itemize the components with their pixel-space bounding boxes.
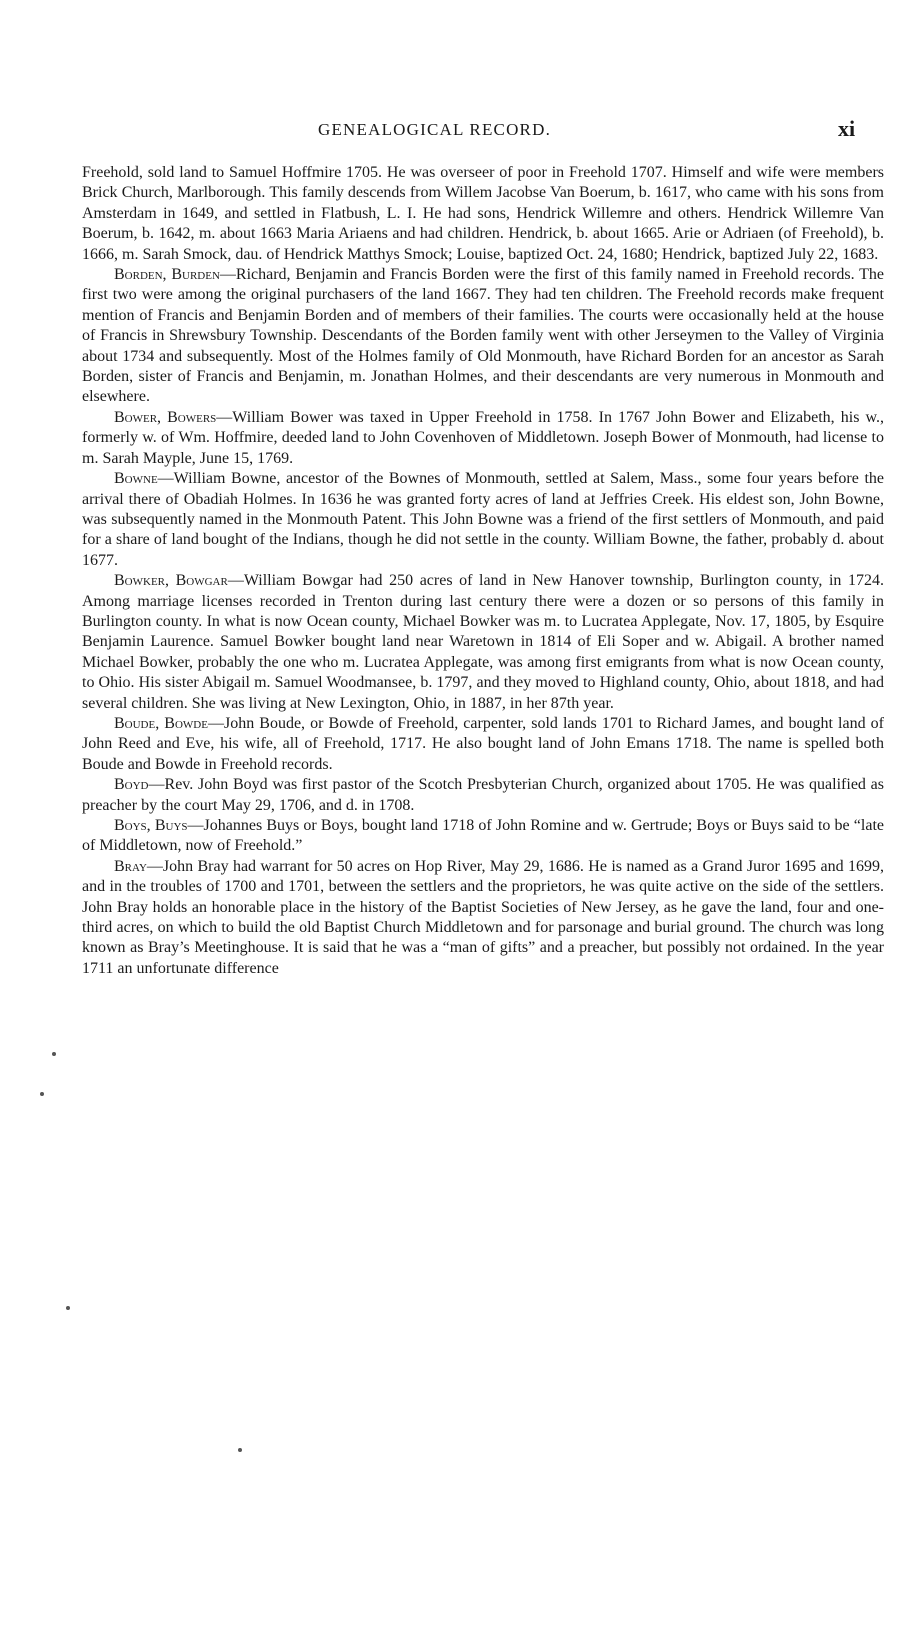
print-speck: [40, 1092, 44, 1096]
body-text: [82, 163, 884, 979]
entry-text: —William Bowgar had 250 acres of land in New Hanover township, Burlington county, in 1724. Among marriage licenses recorded in Trenton during last century there were a dozen or so persons of this family in Burlington county. In what is now Ocean county, Michael Bowker was m. to Lucratea Applegate, Nov. 17, 1805, by Esquire Benjamin Laurence. Samuel Bowker bought land near Waretown in 1814 of Eli Soper and w. Abigail. A brother named Michael Bowker, probably the one who m. Lucratea Applegate, was among first emigrants from what is now Ocean county, to Ohio. His sister Abigail m. Samuel Woodmansee, b. 1797, and they moved to Highland county, Ohio, about 1818, and had several children. She was living at New Lexington, Ohio, in 1887, in her 87th year.: [82, 572, 884, 712]
running-header: [0, 118, 918, 148]
entry-boyd: [82, 775, 884, 816]
entry-text: —Johannes Buys or Boys, bought land 1718 of John Romine and w. Gertrude; Boys or Buys said to be “late of Middletown, now of Freehold.”: [82, 817, 884, 855]
entry-text: —Richard, Benjamin and Francis Borden were the first of this family named in Freehold records. The first two were among the original purchasers of the land 1667. They had ten children. The Freehold records make frequent mention of Francis and Benjamin Borden and of members of their families. The courts were occasionally held at the house of Francis in Shrewsbury Township. Descendants of the Borden family went with other Jerseymen to the Valley of Virginia about 1734 and subsequently. Most of the Holmes family of Old Monmouth, have Richard Borden for an ancestor as Sarah Borden, sister of Francis and Benjamin, m. Jonathan Holmes, and their descendants are very numerous in Monmouth and elsewhere.: [82, 266, 885, 406]
entry-text: —William Bowne, ancestor of the Bownes of Monmouth, settled at Salem, Mass., some four years before the arrival there of Obadiah Holmes. In 1636 he was granted forty acres of land at Jeffries Creek. His eldest son, John Bowne, was subsequently named in the Monmouth Patent. This John Bowne was a friend of the first settlers of Monmouth, and paid for a share of land bought of the Indians, though he did not settle in the county. William Bowne, the father, probably d. about 1677.: [82, 470, 884, 569]
entry-heading: Bray: [114, 857, 147, 875]
entry-bowne: [82, 469, 884, 571]
print-speck: [238, 1448, 242, 1452]
entry-text: —William Bower was taxed in Upper Freehold in 1758. In 1767 John Bower and Elizabeth, his w., formerly w. of Wm. Hoffmire, deeded land to John Covenhoven of Middletown. Joseph Bower of Monmouth, had license to m. Sarah Mayple, June 15, 1769.: [82, 408, 884, 467]
running-title: GENEALOGICAL RECORD.: [318, 120, 552, 139]
print-speck: [52, 1052, 56, 1056]
entry-heading: Bower, Bowers: [114, 408, 217, 426]
entry-heading: Bowne: [114, 470, 158, 488]
entry-borden: [82, 265, 884, 408]
entry-bowker: [82, 571, 884, 714]
entry-text: Freehold, sold land to Samuel Hoffmire 1705. He was overseer of poor in Freehold 1707. Himself and wife were members Brick Church, Marlborough. This family descends from Willem Jacobse Van Boerum, b. 1617, who came with his sons from Amsterdam in 1649, and settled in Flatbush, L. I. He had sons, Hendrick Willemre and others. Hendrick Willemre Van Boerum, b. 1642, m. about 1663 Maria Ariaens and had children. Hendrick, b. about 1665. Arie or Adriaen (of Freehold), b. 1666, m. Sarah Smock, dau. of Hendrick Matthys Smock; Louise, baptized Oct. 24, 1680; Hendrick, baptized July 22, 1683.: [82, 164, 884, 263]
page-number: xi: [838, 116, 856, 141]
entry-text: —John Bray had warrant for 50 acres on Hop River, May 29, 1686. He is named as a Grand Juror 1695 and 1699, and in the troubles of 1700 and 1701, between the settlers and the proprietors, he was quite active on the side of the settlers. John Bray holds an honorable place in the history of the Baptist Societies of New Jersey, as he gave the land, four and one-third acres, on which to build the old Baptist Church Middletown and for parsonage and burial ground. The church was long known as Bray’s Meetinghouse. It is said that he was a “man of gifts” and a preacher, but possibly not ordained. In the year 1711 an unfortunate difference: [82, 857, 884, 977]
entry-heading: Boyd: [114, 776, 149, 794]
entry-heading: Boude, Bowde: [114, 714, 208, 732]
entry-heading: Bowker, Bowgar: [114, 572, 228, 590]
entry-heading: Boys, Buys: [114, 817, 188, 834]
entry-continuation: [82, 163, 884, 265]
entry-heading: Borden, Burden: [114, 266, 220, 284]
entry-text: —John Boude, or Bowde of Freehold, carpenter, sold lands 1701 to Richard James, and bought land of John Reed and Eve, his wife, all of Freehold, 1717. He also bought land of John Emans 1718. The name is spelled both Boude and Bowde in Freehold records.: [82, 714, 884, 773]
entry-boude: [82, 714, 884, 775]
entry-bray: [82, 857, 884, 979]
entry-boys: [82, 816, 884, 857]
print-speck: [66, 1306, 70, 1310]
entry-text: —Rev. John Boyd was first pastor of the Scotch Presbyterian Church, organized about 1705. He was qualified as preacher by the court May 29, 1706, and d. in 1708.: [82, 776, 884, 814]
entry-bower: [82, 408, 884, 469]
